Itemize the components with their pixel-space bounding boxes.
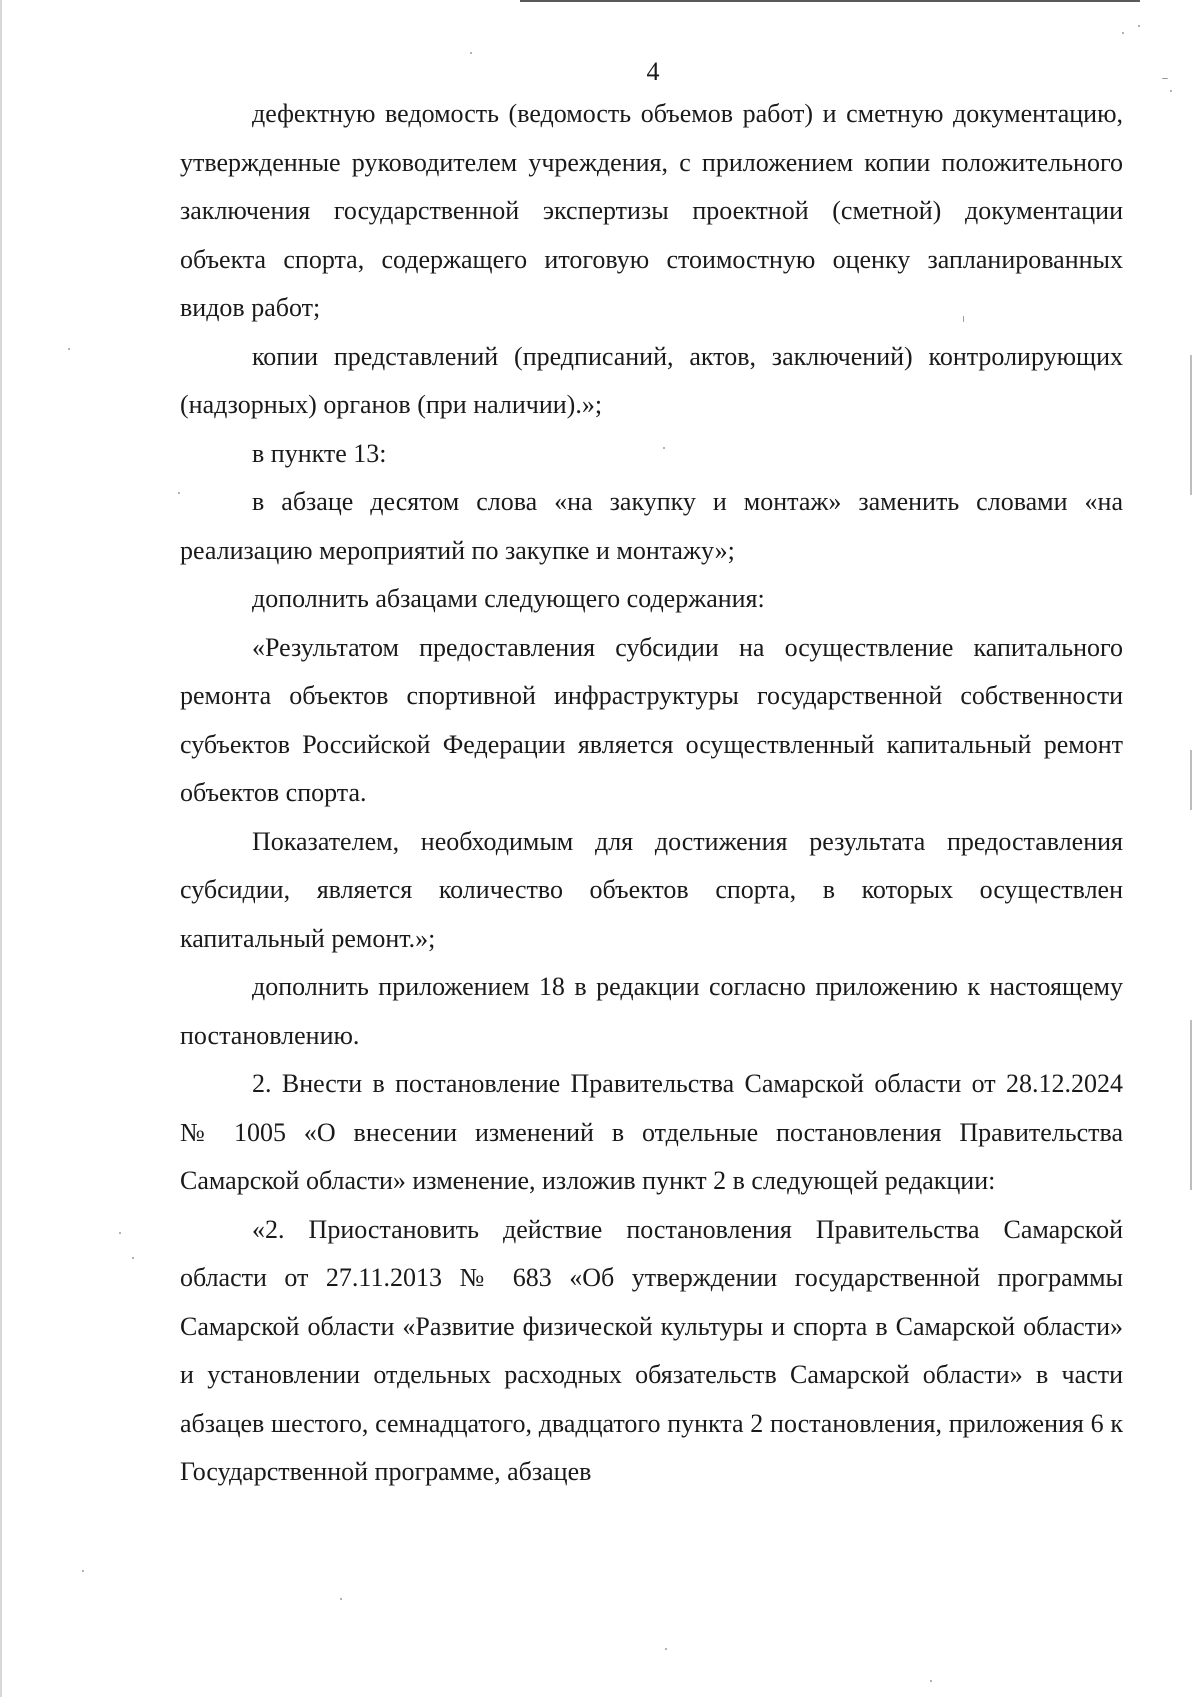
scan-speck bbox=[1138, 25, 1140, 27]
paragraph-defect-list: дефектную ведомость (ведомость объемов работ) и сметную документацию, утвержденные руководителем учреждения, с приложением копии положительного заключения государственной экспертизы проектной (сметной) документации объекта спорта, содержащего итоговую стоимостную оценку запланированных видов работ; bbox=[180, 99, 1123, 322]
scan-speck bbox=[68, 348, 70, 350]
scan-speck bbox=[132, 1257, 134, 1259]
document-body bbox=[180, 90, 1123, 1497]
scan-edge-right-middle bbox=[1190, 750, 1192, 810]
paragraph-tenth-clause: в абзаце десятом слова «на закупку и монтаж» заменить словами «на реализацию мероприятий по закупке и монтажу»; bbox=[180, 487, 1123, 565]
scan-edge-left bbox=[0, 0, 2, 1697]
scan-edge-right-lower bbox=[1190, 1020, 1192, 1190]
scan-speck bbox=[930, 1680, 932, 1682]
paragraph-indicator: Показателем, необходимым для достижения результата предоставления субсидии, является количество объектов спорта, в которых осуществлен капитальный ремонт.»; bbox=[180, 826, 1123, 953]
scan-speck bbox=[340, 1598, 342, 1600]
scan-speck bbox=[665, 1648, 667, 1650]
paragraph-point-13: в пункте 13: bbox=[252, 438, 387, 468]
paragraph-suspend: «2. Приостановить действие постановления Правительства Самарской области от 27.11.2013 № 683 «Об утверждении государственной программы Самарской области «Развитие физической культуры и спорта в Самарской области» и установлении отдельных расходных обязательств Самарской области» в части абзацев шестого, семнадцатого, двадцатого пункта 2 постановления, приложения 6 к Государственной программе, абзацев bbox=[180, 1214, 1123, 1486]
paragraph-appendix-18: дополнить приложением 18 в редакции согласно приложению к настоящему постановлению. bbox=[180, 972, 1123, 1050]
page-number: 4 bbox=[646, 57, 660, 86]
scan-speck bbox=[119, 1232, 121, 1234]
paragraph-copies-of-orders: копии представлений (предписаний, актов, заключений) контролирующих (надзорных) органов (при наличии).»; bbox=[180, 341, 1123, 419]
scan-edge-right-upper bbox=[1190, 355, 1192, 495]
paragraph-item-2: 2. Внести в постановление Правительства Самарской области от 28.12.2024 № 1005 «О внесении изменений в отдельные постановления Правительства Самарской области» изменение, изложив пункт 2 в следующей редакции: bbox=[180, 1069, 1123, 1195]
paragraph-subsidy-result: «Результатом предоставления субсидии на осуществление капитального ремонта объектов спортивной инфраструктуры государственной собственности субъектов Российской Федерации является осуществленный капитальный ремонт объектов спорта. bbox=[180, 632, 1123, 807]
paragraph-add-clauses: дополнить абзацами следующего содержания: bbox=[252, 584, 765, 613]
scan-speck bbox=[82, 1570, 84, 1572]
scan-speck bbox=[1122, 32, 1124, 34]
scan-line-top bbox=[520, 0, 1140, 2]
